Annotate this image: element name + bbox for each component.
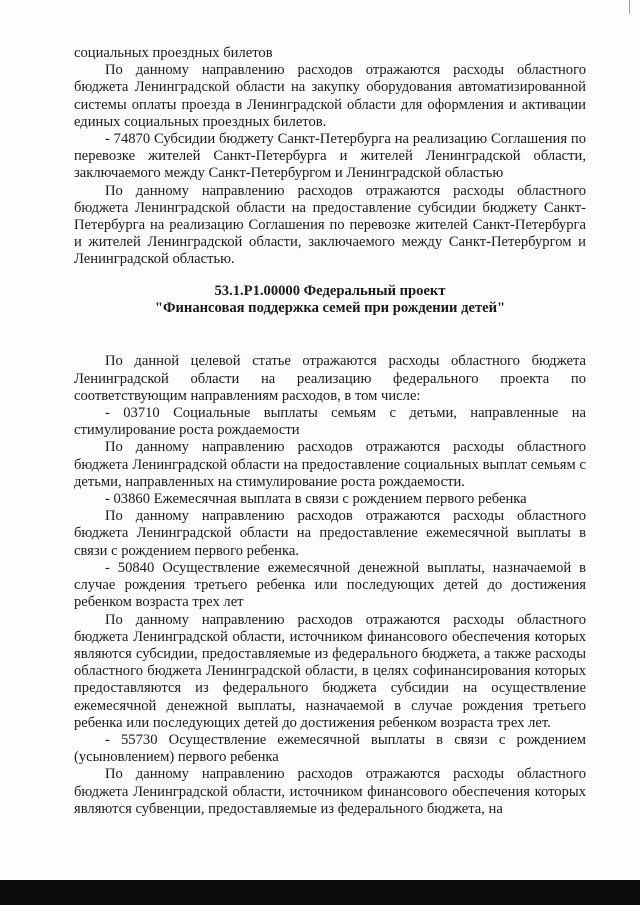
paragraph-item-03710: - 03710 Социальные выплаты семьям с детьми, направленные на стимулирование роста рождаемости: [74, 405, 586, 439]
paragraph-item-55730: - 55730 Осуществление ежемесячной выплаты в связи с рождением (усыновлением) первого ребенка: [74, 731, 586, 766]
paragraph-description-50840: По данному направлению расходов отражаются расходы областного бюджета Ленинградской области, источником финансового обеспечения которых являются субсидии, предоставляемые из федерального бюджета, а также расходы областного бюджета Ленинградской области, в целях софинансирования которых предоставляются из федерального бюджета субсидии на осуществление ежемесячной денежной выплаты, назначаемой в случае рождения третьего ребенка или последующих детей до достижения ребенком возраста трех лет.: [74, 611, 586, 731]
paragraph-continuation: социальных проездных билетов: [74, 45, 273, 61]
paragraph-description-03860: По данному направлению расходов отражаются расходы областного бюджета Ленинградской области на предоставление ежемесячной выплаты в связи с рождением первого ребенка.: [74, 508, 586, 559]
section-heading-title: "Финансовая поддержка семей при рождении детей": [154, 300, 506, 317]
paragraph-item-50840: - 50840 Осуществление ежемесячной денежной выплаты, назначаемой в случае рождения третьего ребенка или последующих детей до достижения ребенком возраста трех лет: [74, 559, 586, 611]
paragraph-description-ticket-equipment: По данному направлению расходов отражаются расходы областного бюджета Ленинградской области на закупку оборудования автоматизированной системы оплаты проезда в Ленинградской области для оформления и активации единых социальных проездных билетов.: [74, 62, 586, 130]
section-heading-code: 53.1.P1.00000 Федеральный проект: [214, 282, 446, 299]
scan-bottom-band: [0, 880, 640, 905]
paragraph-section-intro: По данной целевой статье отражаются расходы областного бюджета Ленинградской области на реализацию федерального проекта по соответствующим направлениям расходов, в том числе:: [74, 353, 586, 404]
document-body: [74, 45, 586, 818]
section-heading: [74, 283, 586, 318]
scan-edge-mark: [629, 0, 630, 14]
paragraph-item-74870: - 74870 Субсидии бюджету Санкт-Петербурга на реализацию Соглашения по перевозке жителей Санкт-Петербурга и жителей Ленинградской области, заключаемого между Санкт-Петербургом и Ленинградской областью: [74, 131, 586, 182]
paragraph-description-03710: По данному направлению расходов отражаются расходы областного бюджета Ленинградской области на предоставление социальных выплат семьям с детьми, направленных на стимулирование роста рождаемости.: [74, 439, 586, 490]
paragraph-item-03860: - 03860 Ежемесячная выплата в связи с рождением первого ребенка: [105, 491, 527, 508]
paragraph-description-55730: По данному направлению расходов отражаются расходы областного бюджета Ленинградской области, источником финансового обеспечения которых являются субвенции, предоставляемые из федерального бюджета, на: [74, 766, 586, 817]
paragraph-description-74870: По данному направлению расходов отражаются расходы областного бюджета Ленинградской области на предоставление субсидии бюджету Санкт-Петербурга на реализацию Соглашения по перевозке жителей Санкт-Петербурга и жителей Ленинградской области, заключаемого между Санкт-Петербургом и Ленинградской областью.: [74, 182, 586, 268]
